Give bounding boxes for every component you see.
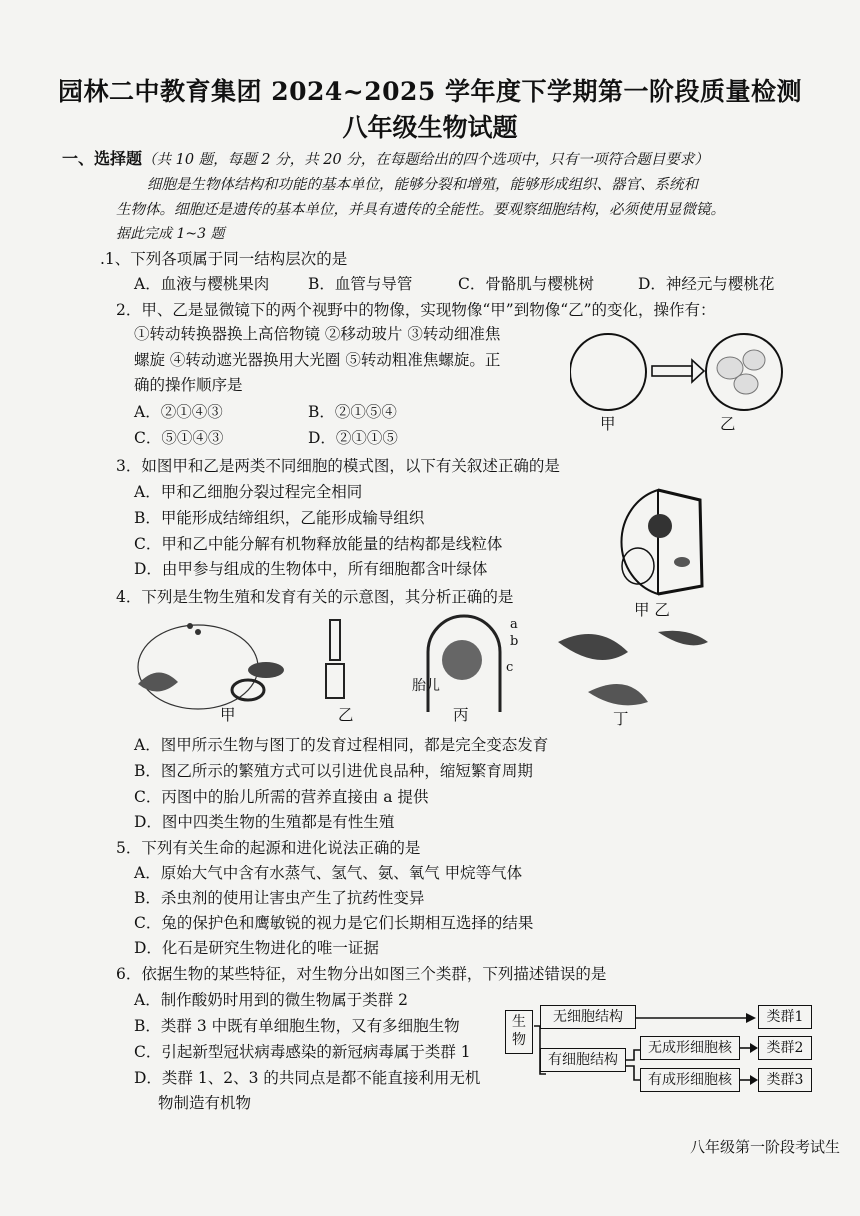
arrow-head-icon bbox=[692, 360, 704, 382]
section-label: 一、选择题 bbox=[62, 149, 143, 168]
diagram-group-2: 类群2 bbox=[758, 1036, 812, 1060]
egg-icon bbox=[195, 629, 201, 635]
scion-icon bbox=[330, 620, 340, 660]
q4-option-a: A．图甲所示生物与图丁的发育过程相同，都是完全变态发育 bbox=[134, 736, 549, 754]
q6-option-a: A．制作酸奶时用到的微生物属于类群 2 bbox=[134, 991, 408, 1009]
intro-line-3: 据此完成 1~3 题 bbox=[116, 226, 225, 242]
fig-label-jia: 甲 bbox=[600, 415, 616, 433]
diagram-has-cell: 有细胞结构 bbox=[540, 1048, 626, 1072]
cell-models-figure bbox=[608, 486, 708, 598]
q2-line-4: 确的操作顺序是 bbox=[134, 376, 243, 394]
fetus-icon bbox=[442, 640, 482, 680]
larva-icon bbox=[248, 662, 284, 678]
q3-option-c: C．甲和乙中能分解有机物释放能量的结构都是线粒体 bbox=[134, 535, 503, 553]
page-footer: 八年级第一阶段考试生 bbox=[690, 1138, 841, 1156]
q4-option-c: C．丙图中的胎儿所需的营养直接由 a 提供 bbox=[134, 788, 429, 806]
q6-stem: 6．依据生物的某些特征，对生物分出如图三个类群，下列描述错误的是 bbox=[116, 965, 607, 983]
intro-line-2: 生物体。细胞还是遗传的基本单位，并具有遗传的全能性。要观察细胞结构，必须使用显微镜。 bbox=[116, 202, 725, 218]
q6-option-d-cont: 物制造有机物 bbox=[158, 1094, 252, 1112]
q2-option-a: A．②①④③ bbox=[134, 403, 223, 421]
q5-stem: 5．下列有关生命的起源和进化说法正确的是 bbox=[116, 839, 421, 857]
exam-title: 园林二中教育集团 2024~2025 学年度下学期第一阶段质量检测 bbox=[57, 77, 803, 106]
q4-option-b: B．图乙所示的繁殖方式可以引进优良品种，缩短繁育周期 bbox=[134, 762, 533, 780]
q1-option-a: A．血液与樱桃果肉 bbox=[134, 275, 270, 293]
q2-option-b: B．②①⑤④ bbox=[308, 403, 397, 421]
q1-option-d: D．神经元与樱桃花 bbox=[638, 275, 775, 293]
q6-option-c: C．引起新型冠状病毒感染的新冠病毒属于类群 1 bbox=[134, 1043, 471, 1061]
fig-label-yi-4: 乙 bbox=[338, 706, 354, 724]
rootstock-icon bbox=[326, 664, 344, 698]
exam-subtitle: 八年级生物试题 bbox=[342, 113, 518, 142]
section-instructions: （共 10 题，每题 2 分，共 20 分，在每题给出的四个选项中，只有一项符合题目要求） bbox=[142, 152, 709, 168]
fig-label-bing-4: 丙 bbox=[453, 706, 469, 724]
cell-icon bbox=[743, 350, 765, 370]
q6-option-d: D．类群 1、2、3 的共同点是都不能直接利用无机 bbox=[134, 1069, 481, 1087]
egg-icon bbox=[187, 623, 193, 629]
microscope-views-figure bbox=[570, 330, 800, 420]
fig-label-jia-4: 甲 bbox=[220, 706, 236, 724]
q1-stem: .1、下列各项属于同一结构层次的是 bbox=[100, 250, 348, 268]
cell-icon bbox=[734, 374, 758, 394]
q2-line-3: 螺旋 ④转动遮光器换用大光圈 ⑤转动粗准焦螺旋。正 bbox=[134, 351, 501, 369]
q4-option-d: D．图中四类生物的生殖都是有性生殖 bbox=[134, 813, 395, 831]
diagram-root: 生物 bbox=[505, 1010, 533, 1054]
view-jia-circle bbox=[570, 334, 646, 410]
nucleus-icon bbox=[648, 514, 672, 538]
connector bbox=[626, 1050, 640, 1060]
life-cycle-loop bbox=[138, 625, 258, 709]
reproduction-figure bbox=[128, 612, 718, 722]
q3-option-a: A．甲和乙细胞分裂过程完全相同 bbox=[134, 483, 363, 501]
diagram-no-cell: 无细胞结构 bbox=[540, 1005, 636, 1029]
fetus-label: 胎儿 bbox=[412, 678, 440, 694]
intro-line-1: 细胞是生物体结构和功能的基本单位，能够分裂和增殖，能够形成组织、器官、系统和 bbox=[147, 177, 698, 193]
moth-icon bbox=[138, 672, 178, 691]
arrow-shaft bbox=[652, 366, 692, 376]
arrow-head-icon bbox=[750, 1075, 758, 1085]
section-heading bbox=[62, 146, 709, 169]
diagram-has-nucleus: 有成形细胞核 bbox=[640, 1068, 740, 1092]
frog-icon bbox=[658, 631, 708, 646]
frog-icon bbox=[558, 634, 628, 660]
q3-fig-label: 甲 乙 bbox=[634, 601, 670, 619]
connector bbox=[626, 1066, 640, 1080]
q5-option-c: C．兔的保护色和鹰敏锐的视力是它们长期相互选择的结果 bbox=[134, 914, 534, 932]
mark-a: a bbox=[510, 617, 518, 632]
q5-option-b: B．杀虫剂的使用让害虫产生了抗药性变异 bbox=[134, 889, 425, 907]
q2-option-c: C．⑤①④③ bbox=[134, 429, 224, 447]
diagram-group-3: 类群3 bbox=[758, 1068, 812, 1092]
fig-label-yi: 乙 bbox=[720, 415, 736, 433]
diagram-group-1: 类群1 bbox=[758, 1005, 812, 1029]
q1-option-b: B．血管与导管 bbox=[308, 275, 413, 293]
q5-option-a: A．原始大气中含有水蒸气、氢气、氨、氧气 甲烷等气体 bbox=[134, 864, 523, 882]
tadpole-icon bbox=[588, 684, 648, 705]
q2-line-2: ①转动转换器换上高倍物镜 ②移动玻片 ③转动细准焦 bbox=[134, 325, 501, 343]
arrow-head-icon bbox=[746, 1013, 756, 1023]
q2-stem: 2．甲、乙是显微镜下的两个视野中的物像，实现物像“甲”到物像“乙”的变化，操作有： bbox=[116, 301, 716, 319]
diagram-no-nucleus: 无成形细胞核 bbox=[640, 1036, 740, 1060]
chloroplast-icon bbox=[674, 557, 690, 567]
plant-cell-wall bbox=[658, 490, 702, 594]
q4-stem: 4．下列是生物生殖和发育有关的示意图，其分析正确的是 bbox=[116, 588, 514, 606]
q3-option-b: B．甲能形成结缔组织，乙能形成输导组织 bbox=[134, 509, 425, 527]
mark-b: b bbox=[510, 634, 519, 649]
arrow-head-icon bbox=[750, 1043, 758, 1053]
q5-option-d: D．化石是研究生物进化的唯一证据 bbox=[134, 939, 379, 957]
q1-option-c: C．骨骼肌与樱桃树 bbox=[458, 275, 594, 293]
q6-option-b: B．类群 3 中既有单细胞生物，又有多细胞生物 bbox=[134, 1017, 460, 1035]
q3-stem: 3．如图甲和乙是两类不同细胞的模式图，以下有关叙述正确的是 bbox=[116, 457, 560, 475]
q3-option-d: D．由甲参与组成的生物体中，所有细胞都含叶绿体 bbox=[134, 560, 488, 578]
q2-option-d: D．②①①⑤ bbox=[308, 429, 398, 447]
mark-c: c bbox=[506, 660, 514, 675]
fig-label-ding-4: 丁 bbox=[613, 710, 629, 728]
